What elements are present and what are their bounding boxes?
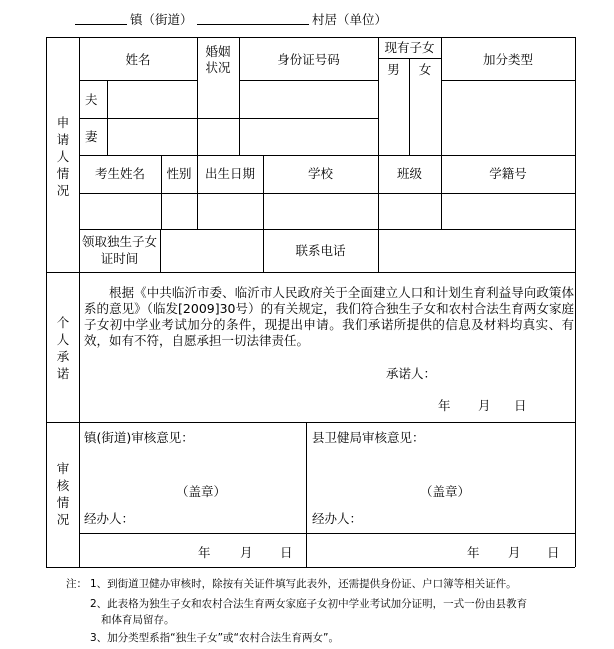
husband-name-field[interactable] [108, 81, 196, 117]
town-review-field[interactable] [84, 448, 300, 482]
bonus-type-field[interactable] [442, 81, 574, 154]
contact-phone-field[interactable] [379, 230, 574, 271]
col-gender-header: 性别 [166, 166, 192, 181]
note-item: 2、此表格为独生子女和农村合法生育两女家庭子女初中学业考试加分证明，一式一份由县教育 [90, 598, 528, 610]
note-item: 3、加分类型系指“独生子女”或“农村合法生育两女”。 [90, 632, 339, 644]
health-review-month: 月 [508, 545, 521, 560]
town-review-year: 年 [198, 545, 211, 560]
village-blank[interactable] [197, 10, 309, 25]
note-item: 和体育局留存。 [101, 614, 175, 626]
col-birth-date-header: 出生日期 [204, 166, 255, 181]
husband-id-field[interactable] [240, 81, 377, 117]
col-id-number-header: 身份证号码 [277, 52, 340, 67]
commitment-section-label: 个人承诺 [56, 315, 70, 381]
health-review-field[interactable] [312, 448, 570, 482]
town-label: 镇（街道） [130, 12, 193, 27]
town-review-month: 月 [240, 545, 253, 560]
cert-time-field[interactable] [161, 230, 262, 271]
row-wife-label: 妻 [85, 129, 98, 144]
town-blank[interactable] [75, 10, 127, 25]
col-student-name-header: 考生姓名 [94, 166, 145, 181]
health-seal-label: （盖章） [420, 484, 471, 499]
commitment-month: 月 [478, 398, 491, 413]
col-bonus-type-header: 加分类型 [482, 52, 533, 67]
wife-name-field[interactable] [108, 119, 196, 154]
col-name-header: 姓名 [125, 52, 151, 67]
col-children-header: 现有子女 [384, 40, 435, 55]
student-info-row[interactable] [80, 194, 574, 228]
row-husband-label: 夫 [85, 92, 98, 107]
town-review-day: 日 [280, 545, 293, 560]
notes-prefix: 注： [66, 578, 87, 590]
town-seal-label: （盖章） [176, 484, 227, 499]
col-girl-header: 女 [418, 62, 432, 77]
signer-label: 承诺人： [386, 366, 437, 381]
health-review-day: 日 [547, 545, 560, 560]
col-marital-header-line1: 婚姻 [205, 44, 231, 59]
wife-id-field[interactable] [240, 119, 377, 154]
col-class-header: 班级 [396, 166, 422, 181]
col-school-header: 学校 [307, 166, 333, 181]
col-marital-header-line2: 状况 [205, 60, 231, 75]
review-section-label: 审核情况 [56, 461, 70, 527]
col-boy-header: 男 [387, 62, 400, 77]
signer-field[interactable] [436, 362, 556, 382]
applicant-section-label: 申请人情况 [56, 115, 70, 198]
contact-phone-label: 联系电话 [295, 243, 346, 258]
col-student-id-header: 学籍号 [489, 166, 527, 181]
commitment-year: 年 [438, 398, 451, 413]
village-label: 村居（单位） [312, 12, 388, 27]
cert-time-label-line2: 证时间 [100, 251, 139, 266]
cert-time-label-line1: 领取独生子女 [81, 234, 157, 249]
commitment-day: 日 [514, 398, 527, 413]
commitment-text: 根据《中共临沂市委、临沂市人民政府关于全面建立人口和计划生育利益导向政策体系的意见》（临发[2009]30号）的有关规定，我们符合独生子女和农村合法生育两女家庭子女初中学业考试加分的条件，现提出申请。我们承诺所提供的信息及材料均真实、有效，如有不符，自愿承担一切法律责任。 [84, 285, 574, 348]
note-item: 1、到街道卫健办审核时，除按有关证件填写此表外，还需提供身份证、户口簿等相关证件。 [90, 578, 517, 590]
health-review-year: 年 [467, 545, 480, 560]
town-handler-label: 经办人： [84, 511, 135, 526]
town-review-label: 镇(街道)审核意见： [84, 430, 194, 445]
health-review-label: 县卫健局审核意见： [312, 430, 425, 445]
health-handler-label: 经办人： [312, 511, 363, 526]
